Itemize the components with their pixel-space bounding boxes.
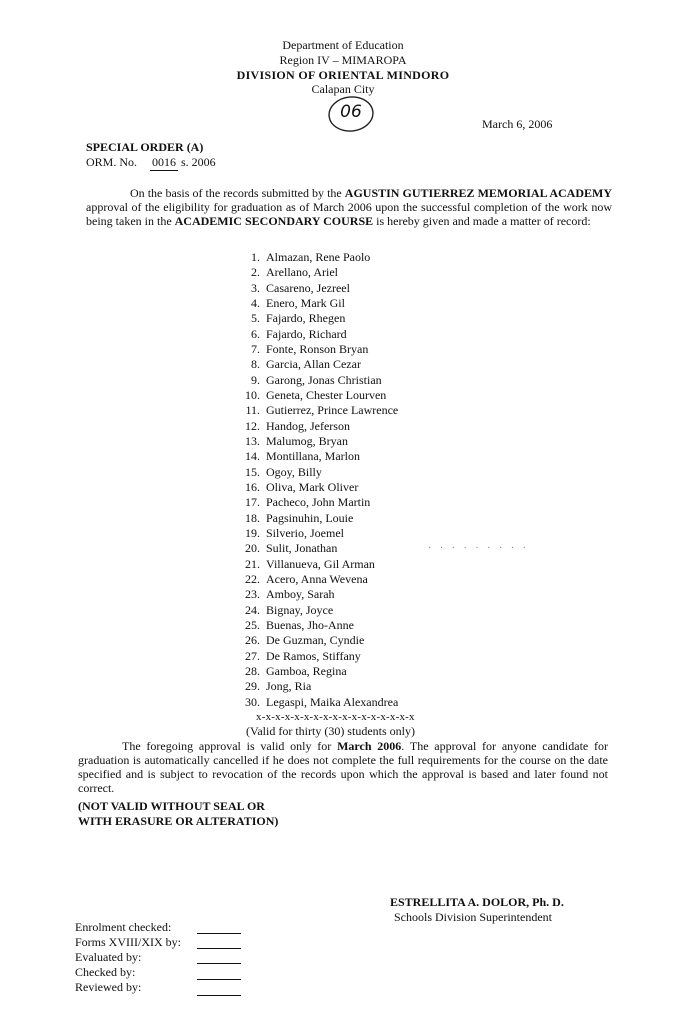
footer-enrolment-label: Enrolment checked: (75, 920, 172, 934)
header-city: Calapan City (311, 82, 375, 96)
student-number: 7. (251, 341, 260, 356)
orm-label: ORM. No. (86, 155, 138, 169)
student-number: 9. (251, 372, 260, 387)
student-name: Gutierrez, Prince Lawrence (266, 403, 399, 418)
student-number: 8. (251, 357, 260, 372)
student-name: Fajardo, Richard (266, 326, 347, 341)
student-name: Casareno, Jezreel (266, 280, 350, 295)
student-list-item (236, 388, 386, 403)
orm-series: s. 2006 (181, 155, 216, 169)
signatory-title: Schools Division Superintendent (394, 910, 552, 924)
student-list-item (236, 296, 345, 311)
student-name: Fajardo, Rhegen (266, 311, 346, 326)
student-number: 22. (245, 571, 260, 586)
student-number: 28. (245, 663, 260, 678)
order-title: SPECIAL ORDER (A) (86, 140, 204, 154)
student-name: Sulit, Jonathan (266, 541, 338, 556)
student-name: Almazan, Rene Paolo (266, 250, 371, 264)
student-number: 24. (245, 602, 260, 617)
student-name: Malumog, Bryan (266, 433, 348, 448)
student-name: Enero, Mark Gil (266, 295, 345, 310)
student-list-item (236, 434, 348, 449)
student-number: 1. (251, 250, 260, 264)
student-name: De Ramos, Stiffany (266, 648, 361, 663)
student-list-item (236, 649, 361, 664)
student-name: Gamboa, Regina (266, 663, 347, 678)
order-date: March 6, 2006 (482, 117, 553, 131)
student-name: Silverio, Joemel (266, 525, 344, 540)
footer-enrolment-line (197, 933, 241, 934)
stamp-number: 06 (340, 102, 362, 122)
signatory-name: ESTRELLITA A. DOLOR, Ph. D. (390, 895, 564, 909)
student-number: 26. (245, 633, 260, 648)
student-list-item (236, 557, 375, 572)
header-department: Department of Education (282, 38, 404, 52)
footer-evaluated-label: Evaluated by: (75, 950, 142, 964)
orm-number: 0016 (152, 155, 177, 169)
student-number: 12. (245, 418, 260, 433)
student-name: Bignay, Joyce (266, 602, 334, 617)
para2-text-a: The foregoing approval is valid only for (122, 739, 338, 753)
student-number: 16. (245, 479, 260, 494)
footer-reviewed-line (197, 995, 241, 996)
student-list-item (236, 603, 333, 618)
footer-checked-label: Checked by: (75, 965, 136, 979)
student-name: De Guzman, Cyndie (266, 633, 365, 648)
student-number: 30. (245, 694, 260, 709)
student-number: 21. (245, 556, 260, 571)
student-name: Buenas, Jho-Anne (266, 617, 354, 632)
warning-line-2: WITH ERASURE OR ALTERATION) (78, 814, 279, 828)
student-name: Fonte, Ronson Bryan (266, 341, 369, 356)
footer-forms-label: Forms XVIII/XIX by: (75, 935, 181, 949)
student-number: 25. (245, 617, 260, 632)
student-list-item (236, 281, 350, 296)
para1-text-b: approval of the eligibility for graduation as of March 2006 upon the successful completion of the work now being taken in the (86, 200, 612, 228)
student-list-item (236, 572, 368, 587)
student-list-item (236, 511, 353, 526)
list-end-marker: x-x-x-x-x-x-x-x-x-x-x-x-x-x-x-x-x (256, 711, 415, 723)
student-number: 10. (245, 387, 260, 402)
orm-line (86, 155, 216, 171)
warning-line-1: (NOT VALID WITHOUT SEAL OR (78, 799, 265, 813)
footer-checked-line (197, 979, 241, 980)
course-name: ACADEMIC SECONDARY COURSE (174, 214, 374, 228)
student-name: Handog, Jeferson (266, 418, 350, 433)
student-number: 18. (245, 510, 260, 525)
student-list-item (236, 403, 398, 418)
student-list-item (236, 419, 350, 434)
student-number: 2. (251, 265, 260, 280)
student-name: Garong, Jonas Christian (266, 372, 382, 387)
student-number: 11. (245, 403, 260, 418)
student-list-item (236, 633, 364, 648)
student-number: 17. (245, 495, 260, 510)
header-division: DIVISION OF ORIENTAL MINDORO (236, 68, 450, 82)
paragraph-validity (78, 739, 608, 795)
para1-text-a: On the basis of the records submitted by the (130, 186, 345, 200)
student-name: Jong, Ria (266, 679, 312, 694)
valid-count-note: (Valid for thirty (30) students only) (246, 724, 415, 738)
student-list-item (236, 342, 368, 357)
student-list-item (236, 311, 345, 326)
student-list-item (236, 373, 382, 388)
student-list-item (236, 541, 337, 556)
student-name: Villanueva, Gil Arman (266, 556, 375, 571)
faint-dotted-marks: · · · · · · · · · (428, 543, 529, 554)
footer-evaluated-line (197, 963, 241, 964)
handwritten-stamp-circle (326, 94, 376, 134)
header-region: Region IV – MIMAROPA (279, 53, 407, 67)
student-list-item (236, 480, 358, 495)
student-name: Arellano, Ariel (266, 265, 338, 280)
student-list-item (236, 250, 370, 265)
student-list-item (236, 526, 344, 541)
student-name: Pacheco, John Martin (266, 495, 371, 510)
para2-text-b: . The approval for anyone candidate for graduation is automatically cancelled if he does not complete the full requirements for the course on the date specified and is subject to revocation of the records upon which the approval is based and later found not correct. (78, 739, 609, 795)
footer-reviewed-label: Reviewed by: (75, 980, 142, 994)
student-name: Ogoy, Billy (266, 464, 322, 479)
student-list-item (236, 449, 360, 464)
school-name: AGUSTIN GUTIERREZ MEMORIAL ACADEMY (344, 186, 612, 200)
student-list-item (236, 695, 398, 710)
student-number: 29. (245, 679, 260, 694)
student-name: Acero, Anna Wevena (266, 571, 368, 586)
student-name: Amboy, Sarah (266, 587, 335, 602)
student-name: Pagsinuhin, Louie (266, 510, 354, 525)
valid-month: March 2006 (337, 739, 402, 753)
student-number: 15. (245, 464, 260, 479)
student-number: 3. (251, 280, 260, 295)
student-list-item (236, 664, 347, 679)
student-list-item (236, 327, 347, 342)
student-number: 14. (245, 449, 260, 464)
student-list-item (236, 618, 354, 633)
student-number: 5. (251, 311, 260, 326)
student-number: 4. (251, 295, 260, 310)
student-name: Montillana, Marlon (266, 449, 360, 464)
paragraph-approval (86, 186, 612, 228)
student-name: Legaspi, Maika Alexandrea (266, 694, 399, 709)
footer-forms-line (197, 948, 241, 949)
student-list-item (236, 679, 311, 694)
student-number: 20. (245, 541, 260, 556)
student-number: 27. (245, 648, 260, 663)
para1-text-c: is hereby given and made a matter of record: (373, 214, 591, 228)
student-number: 6. (251, 326, 260, 341)
student-name: Oliva, Mark Oliver (266, 479, 359, 494)
student-list-item (236, 465, 322, 480)
student-number: 19. (245, 525, 260, 540)
student-list-item (236, 357, 361, 372)
student-number: 13. (245, 433, 260, 448)
student-name: Garcia, Allan Cezar (266, 357, 361, 372)
student-list-item (236, 495, 370, 510)
student-number: 23. (245, 587, 260, 602)
student-name: Geneta, Chester Lourven (266, 387, 387, 402)
student-list-item (236, 587, 335, 602)
student-list-item (236, 265, 338, 280)
